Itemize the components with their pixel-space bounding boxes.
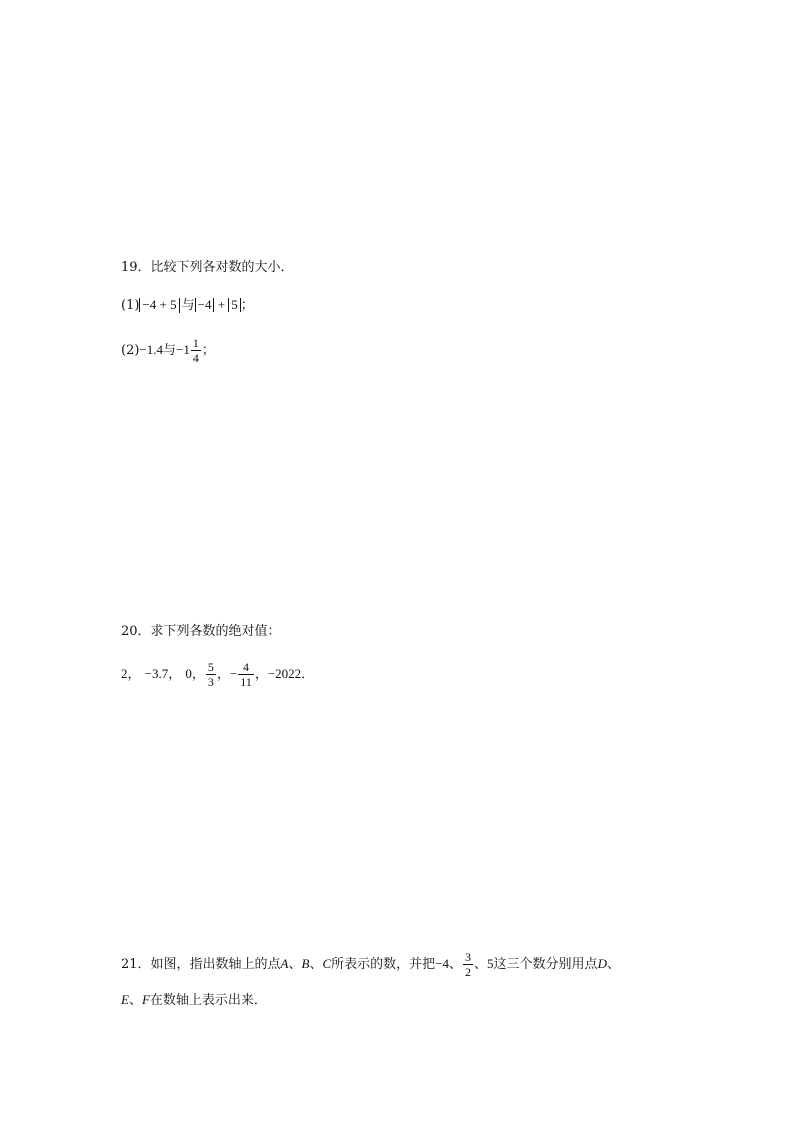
q21-line1 bbox=[121, 950, 620, 979]
q20-f2-sign: − bbox=[229, 666, 238, 681]
q21-f-num: 3 bbox=[465, 950, 472, 964]
q19-p1-abs-b2 bbox=[228, 298, 241, 312]
q19-p2-b-fraction bbox=[191, 336, 201, 365]
q20-f2-den: 11 bbox=[240, 675, 252, 689]
q21-part1: 21．如图，指出数轴上的点 bbox=[121, 957, 281, 972]
q21-sep-5: 、 bbox=[606, 957, 620, 972]
q19-p2-end: ； bbox=[201, 343, 215, 358]
q20-n4: −2022． bbox=[267, 666, 315, 681]
q19-p2-label: (2) bbox=[121, 343, 140, 358]
q19-p2-b-num: 1 bbox=[192, 336, 199, 350]
q21-sep-1: 、 bbox=[288, 957, 302, 972]
q20-sep1: ， bbox=[216, 667, 230, 682]
q21-sep-3: 、 bbox=[449, 957, 463, 972]
q20-n2: −3.7， bbox=[144, 666, 182, 681]
q21-point-e: E bbox=[121, 992, 129, 1007]
q20-n1: 2， bbox=[121, 666, 141, 681]
q20-f1-num: 5 bbox=[207, 660, 214, 674]
q20-f2-num: 4 bbox=[238, 660, 254, 675]
q19-p1-expr-b2: 5 bbox=[231, 297, 238, 312]
q21-part3: 这三个数分别用点 bbox=[493, 957, 598, 972]
q19-p2-a: −1.4 bbox=[139, 342, 164, 357]
q19-p1-abs-b1 bbox=[195, 298, 215, 312]
q21-sep-6: 、 bbox=[128, 993, 142, 1008]
q21-part4: 在数轴上表示出来． bbox=[149, 993, 267, 1008]
q21-num-3: 5 bbox=[487, 956, 494, 971]
q20-numbers bbox=[121, 660, 314, 689]
q20-fraction-2 bbox=[238, 660, 254, 689]
q20-fraction-1 bbox=[206, 660, 216, 689]
q19-p1-abs-a bbox=[139, 298, 178, 312]
q21-point-d: D bbox=[597, 956, 607, 971]
q19-p1-label: (1) bbox=[121, 298, 140, 313]
q20-title: 20．求下列各数的绝对值： bbox=[121, 624, 281, 639]
q20-sep2: ， bbox=[254, 667, 268, 682]
q21-num-1: −4 bbox=[435, 956, 450, 971]
q19-part1 bbox=[121, 295, 254, 316]
q21-point-a: A bbox=[280, 956, 289, 971]
q20-f1-den: 3 bbox=[207, 675, 214, 689]
q19-p2-mid: 与 bbox=[163, 343, 177, 358]
q19-p1-expr-a: −4 + 5 bbox=[142, 297, 177, 312]
q21-sep-2: 、 bbox=[309, 957, 323, 972]
q21-f-den: 2 bbox=[465, 965, 472, 979]
q20-n3: 0， bbox=[185, 666, 205, 681]
q19-p1-plus: + bbox=[214, 297, 229, 312]
q21-fraction bbox=[463, 950, 473, 979]
q19-p1-mid: 与 bbox=[181, 298, 195, 313]
q21-part2: 所表示的数，并把 bbox=[331, 957, 436, 972]
q19-p2-b-whole: −1 bbox=[176, 342, 190, 357]
q19-p1-bar bbox=[179, 298, 180, 313]
q19-part2 bbox=[121, 336, 215, 365]
q21-point-f: F bbox=[141, 992, 150, 1007]
q19-p2-b-den: 4 bbox=[192, 351, 199, 365]
q19-title: 19．比较下列各对数的大小． bbox=[121, 260, 294, 275]
q21-point-b: B bbox=[301, 956, 310, 971]
q19-p1-end: ； bbox=[240, 298, 254, 313]
q19-p1-expr-b1: −4 bbox=[197, 297, 212, 312]
q21-sep-4: 、 bbox=[474, 957, 488, 972]
q21-point-c: C bbox=[322, 956, 332, 971]
q21-line2 bbox=[121, 990, 267, 1011]
